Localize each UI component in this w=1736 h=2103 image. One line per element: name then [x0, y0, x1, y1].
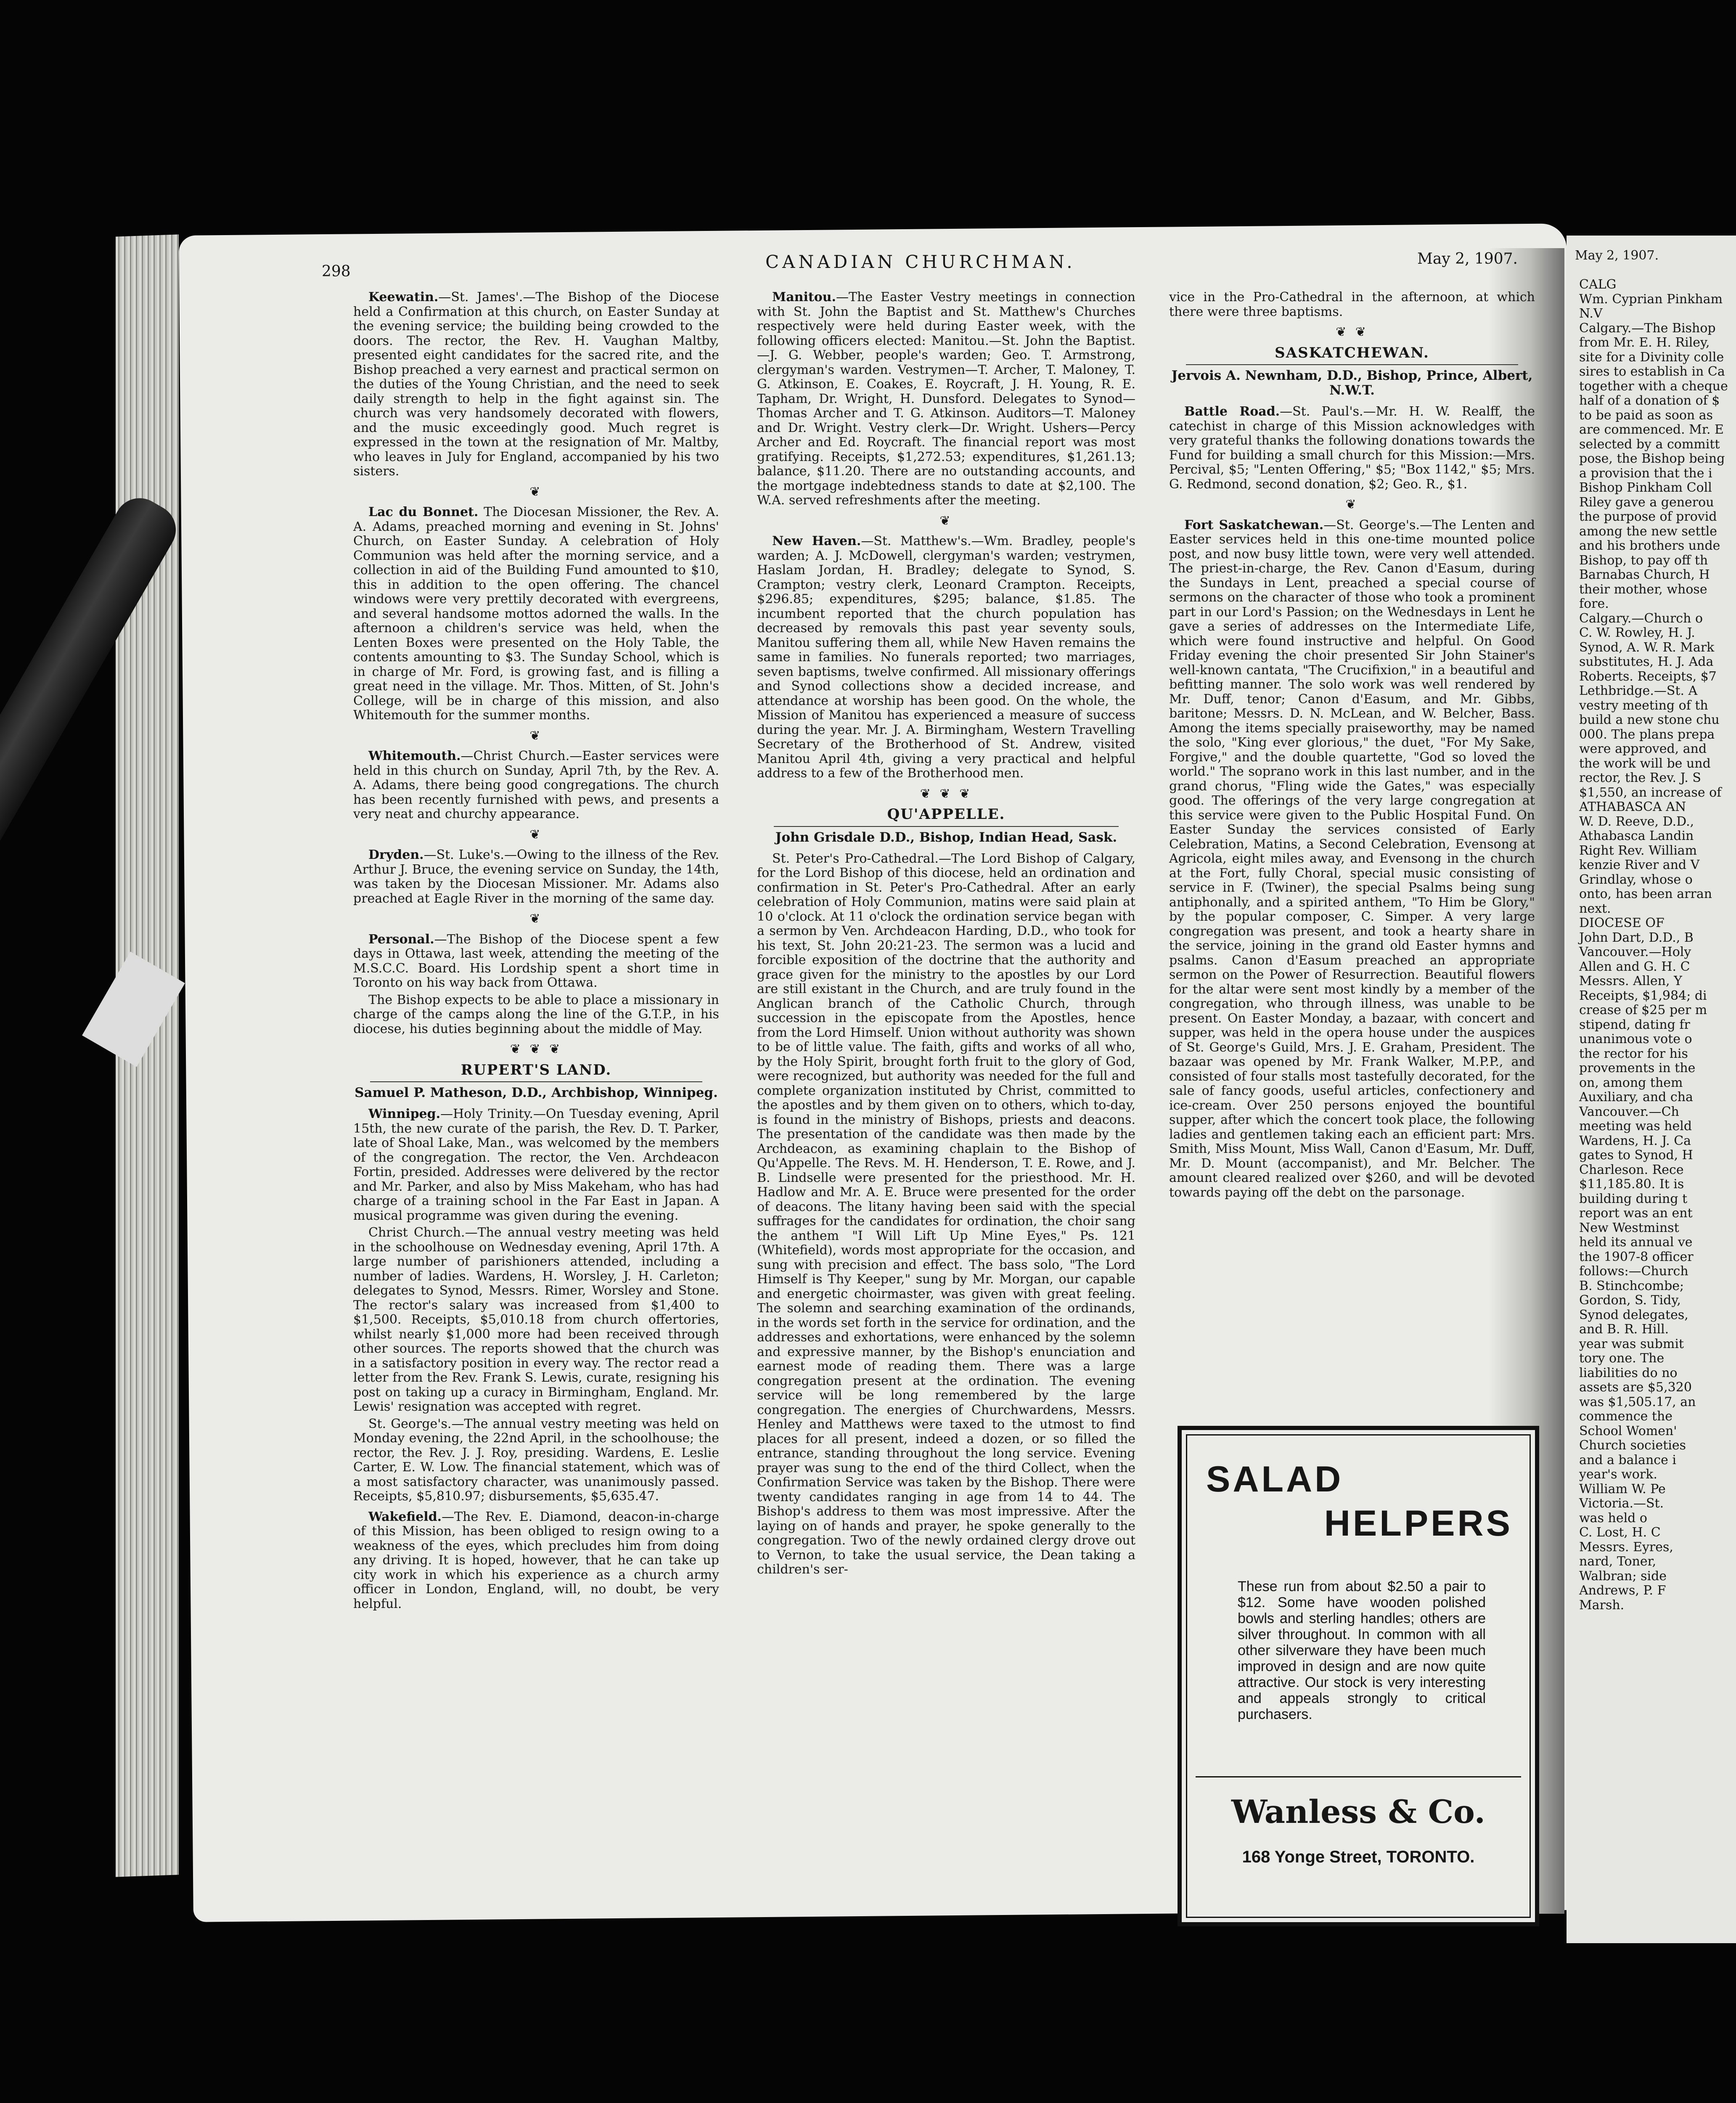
right-page-line: Walbran; side	[1579, 1568, 1667, 1584]
right-page-line: Right Rev. William	[1579, 843, 1697, 858]
right-page-line: 000. The plans prepa	[1579, 727, 1715, 742]
right-page-line: kenzie River and V	[1579, 858, 1700, 872]
right-page-line: was $1,505.17, an	[1579, 1394, 1696, 1409]
article-heading: Lac du Bonnet.	[368, 505, 479, 519]
right-page-line: Messrs. Eyres,	[1579, 1539, 1673, 1555]
fleuron: ❦	[529, 728, 543, 743]
page-date: May 2, 1907.	[1417, 250, 1518, 268]
section-rule	[774, 826, 1119, 827]
fleuron: ❦ ❦	[1336, 325, 1368, 339]
ad-body-text: These run from about $2.50 a pair to $12. Some have wooden polished bowls and sterling handles; others are silver throughout. In common with all other silverware they have been much improved in design and are now quite attractive. Our stock is very interesting and appeals strongly to critical purchasers.	[1238, 1579, 1486, 1722]
right-page-line: meeting was held	[1579, 1119, 1692, 1134]
right-page-line: are commenced. Mr. E	[1579, 422, 1724, 437]
ad-address: 168 Yonge Street, TORONTO.	[1242, 1848, 1475, 1866]
right-page-line: liabilities do no	[1579, 1365, 1678, 1380]
article-paragraph: St. George's.—The annual vestry meeting was held on Monday evening, the 22nd April, in the schoolhouse; the rector, the Rev. J. J. Roy, presiding. Wardens, E. Leslie Carter, E. W. Low. The financial statement, which was of a most satisfactory character, was unanimously passed. Receipts, $5,810.97; disbursements, $5,635.47.	[353, 1416, 719, 1504]
article-paragraph: The Bishop expects to be able to place a missionary in charge of the camps along the line of the G.T.P., in his diocese, his duties beginning about the middle of May.	[353, 992, 719, 1036]
article-text: vice in the Pro-Cathedral in the afternoon, at which there were three baptisms.	[1169, 290, 1535, 319]
article-heading: Winnipeg.	[368, 1107, 441, 1121]
right-page-line: Allen and G. H. C	[1579, 959, 1690, 974]
article-text: The Diocesan Missioner, the Rev. A. A. Adams, preached morning and evening in St. Johns' Church, on Easter Sunday. A celebration of Holy Communion was held after the morning service, and a collection in aid of the Building Fund amounted to $10, this in addition to the open offering. The chancel windows were very prettily decorated with evergreens, and several handsome mottos adorned the walls. In the afternoon a children's service was held, when the Lenten Boxes were presented on the Holy Table, the contents amounting to $3. The Sunday School, which is in charge of Mr. Ford, is growing fast, and is filling a great need in the village. Mr. Thos. Mitten, of St. John's College, will be in charge of this mission, and also Whitemouth for the summer months.	[353, 505, 719, 723]
section-heading: RUPERT'S LAND.	[460, 1061, 612, 1078]
right-page-line: Bishop, to pay off th	[1579, 553, 1708, 568]
right-page-line: building during t	[1579, 1191, 1688, 1206]
right-page-line: School Women'	[1579, 1423, 1677, 1438]
right-page-line: selected by a committ	[1579, 437, 1720, 452]
ad-title-line-2: HELPERS	[1324, 1503, 1513, 1544]
right-page-line: Grindlay, whose o	[1579, 872, 1693, 887]
right-page-line: Messrs. Allen, Y	[1579, 974, 1682, 988]
fleuron: ❦	[529, 827, 543, 842]
section-heading: QU'APPELLE.	[887, 806, 1006, 823]
right-page-line: assets are $5,320	[1579, 1380, 1692, 1395]
right-page-line: nard, Toner,	[1579, 1554, 1657, 1569]
article-text: —St. Luke's.—Owing to the illness of the Rev. Arthur J. Bruce, the evening service on Sunday, the 14th, was taken by the Diocesan Missioner. Mr. Adams also preached at Eagle River in the morning of the same day.	[353, 848, 719, 906]
right-page-line: and B. R. Hill.	[1579, 1322, 1669, 1337]
right-page-line: Receipts, $1,984; di	[1579, 988, 1707, 1003]
column-2	[757, 290, 1135, 1580]
right-page-line: their mother, whose	[1579, 582, 1707, 597]
right-page-line: Wm. Cyprian Pinkham	[1579, 291, 1723, 307]
right-page-line: was held o	[1579, 1510, 1647, 1526]
right-page-line: Lethbridge.—St. A	[1579, 683, 1698, 698]
article-text: —The Bishop of the Diocese spent a few days in Ottawa, last week, attending the meeting of the M.S.C.C. Board. His Lordship spent a short time in Toronto on his way back from Ottawa.	[353, 932, 719, 990]
right-page-line: site for a Divinity colle	[1579, 350, 1724, 365]
right-page-line: Auxiliary, and cha	[1579, 1090, 1693, 1104]
right-page-line: on, among them	[1579, 1075, 1683, 1090]
ad-divider	[1196, 1776, 1521, 1777]
right-page-line: and a balance i	[1579, 1452, 1676, 1467]
right-page-line: next.	[1579, 901, 1611, 916]
right-page-line: stipend, dating fr	[1579, 1017, 1690, 1032]
right-page-line: Wardens, H. J. Ca	[1579, 1133, 1691, 1148]
right-page-line: C. Lost, H. C	[1579, 1525, 1661, 1540]
article-text: —Christ Church.—Easter services were held in this church on Sunday, April 7th, by the Rev. A. A. Adams, there being good congregations. The church has been recently furnished with pews, and presents a very neat and churchy appearance.	[353, 749, 719, 821]
right-page-line: Roberts. Receipts, $7	[1579, 669, 1717, 684]
right-page-line: vestry meeting of th	[1579, 698, 1708, 713]
article-text: —St. George's.—The Lenten and Easter services held in this one-time mounted police post, and now busy little town, were very well attended. The priest-in-charge, the Rev. Canon d'Easum, during the Sundays in Lent, preached a special course of sermons on the character of those who took a prominent part in our Lord's Passion; on the Wednesdays in Lent he gave a series of addresses on the Intermediate Life, which were found instructive and helpful. On Good Friday evening the choir presented Sir John Stainer's well-known cantata, "The Crucifixion," in a beautiful and befitting manner. The solo work was well rendered by Mr. Duff, tenor; Canon d'Easum, and Mr. Gibbs, baritone; Messrs. D. N. McLean, and W. Belcher, Bass. Among the items specially praiseworthy, may be named the solo, "King ever glorious," the duet, "For My Sake, Forgive," and the double quartette, "God so loved the world." The soprano work in this last number, and in the grand chorus, "Fling wide the Gates," was especially good. The offerings of the very large congregation at this service were given to the Public Hospital Fund. On Easter Sunday the services consisted of Early Celebration, Matins, a Second Celebration, Evensong at Agricola, eight miles away, and Evensong in the church at the Fort, fully Choral, special music consisting of service in F. (Twiner), the special Psalms being sung antiphonally, and a spirited anthem, "To Him be Glory," by the popular composer, C. Simper. A very large congregation was present, and took a hearty share in the service, joining in the grand old Easter hymns and psalms. Canon d'Easum preached an appropriate sermon on the Power of Resurrection. Beautiful flowers for the altar were sent most kindly by a member of the congregation, who through illness, was unable to be present. On Easter Monday, a bazaar, with concert and supper, was held in the opera house under the auspices of St. George's Guild, Mrs. J. E. Graham, President. The bazaar was opened by Mr. Frank Walker, M.P.P., and consisted of four stalls most tastefully decorated, for the sale of fancy goods, useful articles, confectionery and ice-cream. Over 250 persons enjoyed the bountiful supper, after which the concert took place, the following ladies and gentlemen taking each an efficient part: Mrs. Smith, Miss Mount, Miss Wall, Canon d'Easum, Mr. Duff, Mr. D. Mount (accompanist), and Mr. Belcher. The amount cleared realized over $260, and will be devoted towards paying off the debt on the parsonage.	[1169, 517, 1535, 1200]
right-page-fragment	[1567, 236, 1736, 1943]
right-page-line: pose, the Bishop being	[1579, 451, 1725, 466]
article-text: —St. Paul's.—Mr. H. W. Realff, the catechist in charge of this Mission acknowledges with very grateful thanks the following donations towards the Fund for building a small church for this Mission:—Mrs. Percival, $5; "Lenten Offering," $5; "Box 1142," $5; Mrs. G. Redmond, second donation, $2; Geo. R., $1.	[1169, 404, 1535, 492]
right-page-line: New Westminst	[1579, 1220, 1679, 1235]
right-page-line: tory one. The	[1579, 1351, 1665, 1366]
right-page-line: Vancouver.—Holy	[1579, 945, 1691, 959]
article-paragraph: Christ Church.—The annual vestry meeting was held in the schoolhouse on Wednesday evening, April 17th. A large number of parishioners attended, including a number of ladies. Wardens, H. Worsley, J. H. Carleton; delegates to Synod, Messrs. Rimer, Worsley and Stone. The rector's salary was increased from $1,400 to $1,500. Receipts, $5,010.18 from church offertories, whilst nearly $1,000 more had been received through other sources. The reports showed that the church was in a satisfactory position in every way. The rector read a letter from the Rev. Frank S. Lewis, curate, resigning his post on taking up a curacy in Birmingham, England. Mr. Lewis' resignation was accepted with regret.	[353, 1225, 719, 1414]
right-page-line: Calgary.—The Bishop	[1579, 320, 1716, 336]
right-page-line: $1,550, an increase of	[1579, 785, 1722, 800]
right-page-line: C. W. Rowley, H. J.	[1579, 625, 1695, 640]
right-page-line: build a new stone chu	[1579, 712, 1720, 727]
right-page-text	[1579, 278, 1736, 1613]
right-page-line: to be paid as soon as	[1579, 408, 1713, 423]
article-heading: Battle Road.	[1184, 404, 1280, 419]
right-page-line: Synod, A. W. R. Mark	[1579, 640, 1715, 655]
article-text: —Holy Trinity.—On Tuesday evening, April 15th, the new curate of the parish, the Rev. D. T. Parker, late of Shoal Lake, Man., was welcomed by the members of the congregation. The rector, the Ven. Archdeacon Fortin, presided. Addresses were delivered by the rector and Mr. Parker, and also by Miss Makeham, who has had charge of a training school in the Far East in Japan. A musical programme was given during the evening.	[353, 1107, 719, 1223]
section-rule	[1186, 364, 1518, 365]
right-page-date: May 2, 1907.	[1575, 248, 1659, 263]
article-text: —St. Matthew's.—Wm. Bradley, people's warden; A. J. McDowell, clergyman's warden; vestrymen, Haslam Jordan, H. Bradley; delegate to Synod, S. Crampton; vestry clerk, Leonard Crampton. Receipts, $296.85; expenditures, $295; balance, $1.85. The incumbent reported that the church population has decreased by removals this past year seventy souls, Manitou suffering them all, while New Haven remains the same in families. No funerals reported; two marriages, seven baptisms, twelve confirmed. All missionary offerings and Synod collections show a decided increase, and attendance at worship has been good. On the whole, the Mission of Manitou has experienced a measure of success during the year. Mr. J. A. Birmingham, Western Travelling Secretary of the Brotherhood of St. Andrew, visited Manitou April 4th, giving a very practical and helpful address to a few of the Brotherhood men.	[757, 534, 1135, 781]
article-heading: Fort Saskatchewan.	[1184, 517, 1324, 532]
column-1	[353, 290, 719, 1614]
right-page-line: Charleson. Rece	[1579, 1162, 1684, 1177]
article-heading: Keewatin.	[368, 290, 439, 305]
right-page-line: Barnabas Church, H	[1579, 567, 1710, 582]
right-page-line: Athabasca Landin	[1579, 829, 1694, 843]
fleuron-row: ❦ ❦ ❦	[510, 1042, 563, 1057]
right-page-line: rector, the Rev. J. S	[1579, 771, 1701, 785]
right-page-line: commence the	[1579, 1409, 1673, 1424]
right-page-line: together with a cheque	[1579, 379, 1728, 394]
right-page-line: Victoria.—St.	[1579, 1496, 1664, 1511]
right-page-line: onto, has been arran	[1579, 887, 1712, 901]
right-page-line: unanimous vote o	[1579, 1032, 1692, 1046]
fleuron: ❦	[1345, 497, 1359, 512]
right-page-line: ATHABASCA AN	[1579, 800, 1686, 814]
right-page-line: Vancouver.—Ch	[1579, 1104, 1679, 1119]
right-page-line: report was an ent	[1579, 1206, 1693, 1221]
article-heading: Whitemouth.	[368, 749, 461, 763]
right-page-line: the purpose of provid	[1579, 509, 1717, 524]
fleuron: ❦	[529, 911, 543, 926]
right-page-line: DIOCESE OF	[1579, 916, 1665, 930]
article-text: —The Rev. E. Diamond, deacon-in-charge of this Mission, has been obliged to resign owing to a weakness of the eyes, which precludes him from doing any driving. It is hoped, however, that he can take up city work in which his experience as a church army officer in London, England, will, no doubt, be very helpful.	[353, 1509, 719, 1611]
bishop-line: John Grisdale D.D., Bishop, Indian Head, Sask.	[775, 829, 1117, 845]
right-page-line: the rector for his	[1579, 1046, 1688, 1061]
right-page-line: held its annual ve	[1579, 1235, 1693, 1250]
right-page-line: Riley gave a generou	[1579, 495, 1714, 510]
right-page-line: year's work.	[1579, 1467, 1657, 1482]
right-page-line: Synod delegates,	[1579, 1307, 1688, 1322]
bishop-line: Samuel P. Matheson, D.D., Archbishop, Winnipeg.	[355, 1085, 718, 1100]
right-page-line: sires to establish in Ca	[1579, 364, 1725, 379]
right-page-line: Bishop Pinkham Coll	[1579, 480, 1712, 495]
right-page-line: the work will be und	[1579, 756, 1711, 771]
right-page-line: Marsh.	[1579, 1597, 1625, 1613]
salad-helpers-advertisement	[1178, 1426, 1539, 1926]
right-page-line: gates to Synod, H	[1579, 1148, 1693, 1163]
article-text: St. Peter's Pro-Cathedral.—The Lord Bishop of Calgary, for the Lord Bishop of this diocese, held an ordination and confirmation in St. Peter's Pro-Cathedral. After an early celebration of Holy Communion, matins were said plain at 10 o'clock. At 11 o'clock the ordination service began with a sermon by Ven. Archdeacon Harding, D.D., who took for his text, St. John 20:21-23. The sermon was a lucid and forcible exposition of the doctrine that the authority and grace given for the ministry to the apostles by our Lord are still existant in the Church, and are truly found in the Anglican branch of the Catholic Church, through succession in the episcopate from the Apostles, hence from the Lord Himself. Union without authority was shown to be of little value. The faith, gifts and works of all who, by the Holy Spirit, brought forth fruit to the glory of God, were recognized, but authority was needed for the full and complete organization instituted by Christ, committed to the apostles and by them given on to others, which to-day, is found in the ministry of Bishops, priests and deacons. The presentation of the candidate was then made by the Archdeacon, as examining chaplain to the Bishop of Qu'Appelle. The Revs. M. H. Henderson, T. E. Rowe, and J. B. Lindselle were presented for the priesthood. Mr. H. Hadlow and Mr. A. E. Bruce were presented for the order of deacons. The litany having been said with the special suffrages for the candidates for ordination, the choir sang the anthem "I Will Lift Up Mine Eyes," Ps. 121 (Whitefield), words most appropriate for the occasion, and sung with precision and effect. The bass solo, "The Lord Himself is Thy Keeper," sung by Mr. Morgan, our capable and energetic choirmaster, was given with great feeling. The solemn and searching examination of the ordinands, in the words set forth in the service for ordination, and the addresses and exhortations, were enhanced by the solemn and expressive manner, by the Bishop's enunciation and earnest mode of reading them. There was a large congregation present at the ordination. The evening service will be long remembered by the large congregation. The energies of Churchwardens, Messrs. Henley and Matthews were taxed to the utmost to find places for all present, indeed a dozen, or so filled the entrance, standing throughout the long service. Evening prayer was sung to the end of the third Collect, when the Confirmation Service was taken by the Bishop. There were twenty candidates ranging in age from 14 to 44. The Bishop's address to them was most impressive. After the laying on of hands and prayer, he spoke generally to the congregation. Two of the newly ordained clergy drove out to Vernon, to take the usual service, the Dean taking a children's ser-	[757, 851, 1135, 1577]
right-page-line: the 1907-8 officer	[1579, 1249, 1694, 1264]
ad-company-name: Wanless & Co.	[1231, 1793, 1485, 1830]
right-page-line: from Mr. E. H. Riley,	[1579, 335, 1710, 350]
fleuron: ❦	[529, 484, 543, 499]
right-page-line: Calgary.—Church o	[1579, 611, 1703, 626]
bishop-line: Jervois A. Newnham, D.D., Bishop, Prince, Albert, N.W.T.	[1171, 368, 1533, 398]
article-text: —The Easter Vestry meetings in connection with St. John the Baptist and St. Matthew's Churches respectively were held during Easter week, with the following officers elected: Manitou.—St. John the Baptist.—J. G. Webber, people's warden; Geo. T. Armstrong, clergyman's warden. Vestrymen—T. Archer, T. Maloney, T. G. Atkinson, E. Coakes, E. Roycraft, J. H. Young, R. E. Tapham, Dr. Wright, H. Dunsford. Delegates to Synod—Thomas Archer and T. G. Atkinson. Auditors—T. Maloney and Dr. Wright. Vestry clerk—Dr. Wright. Ushers—Percy Archer and Ed. Roycraft. The financial report was most gratifying. Receipts, $1,272.53; expenditures, $1,261.13; balance, $11.20. There are no outstanding accounts, and the mortgage indebtedness stands to date at $2,100. The W.A. served refreshments after the meeting.	[757, 290, 1135, 508]
fleuron: ❦	[939, 513, 953, 528]
right-page-line: substitutes, H. J. Ada	[1579, 654, 1714, 669]
article-heading: Personal.	[368, 932, 434, 947]
right-page-line: $11,185.80. It is	[1579, 1177, 1684, 1192]
right-page-line: William W. Pe	[1579, 1481, 1666, 1496]
article-text: —St. James'.—The Bishop of the Diocese held a Confirmation at this church, on Easter Sunday at the evening service; the building being crowded to the doors. The rector, the Rev. H. Vaughan Maltby, presented eight candidates for the sacred rite, and the Bishop preached a very earnest and practical sermon on the duties of the Young Christian, and the need to seek daily strength to help in the fight against sin. The church was very handsomely decorated with flowers, and the music exceedingly good. Much regret is expressed in the town at the resignation of Mr. Maltby, who leaves in July for England, accompanied by his two sisters.	[353, 290, 719, 479]
right-page-line: Andrews, P. F	[1579, 1583, 1666, 1598]
article-heading: Wakefield.	[368, 1509, 442, 1524]
right-page-line: B. Stinchcombe;	[1579, 1278, 1684, 1293]
right-page-line: provements in the	[1579, 1061, 1696, 1075]
article-heading: New Haven.	[772, 534, 861, 548]
ad-title-line-1: SALAD	[1206, 1459, 1344, 1499]
section-heading: SASKATCHEWAN.	[1275, 344, 1429, 361]
right-page-line: crease of $25 per m	[1579, 1003, 1707, 1017]
right-page-line: W. D. Reeve, D.D.,	[1579, 814, 1694, 829]
fleuron-row: ❦ ❦ ❦	[920, 786, 973, 801]
page-number: 298	[322, 263, 351, 280]
section-rule	[370, 1081, 702, 1082]
article-heading: Dryden.	[368, 848, 424, 862]
right-page-line: a provision that the i	[1579, 466, 1712, 481]
right-page-line: follows:—Church	[1579, 1264, 1688, 1279]
right-page-line: and his brothers unde	[1579, 538, 1720, 553]
right-page-line: N.V	[1579, 306, 1603, 321]
right-page-line: half of a donation of $	[1579, 393, 1720, 408]
right-page-line: CALG	[1579, 277, 1617, 292]
column-3	[1169, 290, 1535, 1202]
right-page-line: Gordon, S. Tidy,	[1579, 1293, 1681, 1308]
page-title: CANADIAN CHURCHMAN.	[765, 252, 1076, 272]
right-page-line: were approved, and	[1579, 742, 1707, 756]
right-page-line: Church societies	[1579, 1438, 1686, 1453]
right-page-line: John Dart, D.D., B	[1579, 930, 1694, 945]
article-heading: Manitou.	[772, 290, 836, 305]
right-page-line: among the new settle	[1579, 524, 1717, 539]
right-page-line: fore.	[1579, 596, 1609, 611]
right-page-line: year was submit	[1579, 1336, 1684, 1351]
